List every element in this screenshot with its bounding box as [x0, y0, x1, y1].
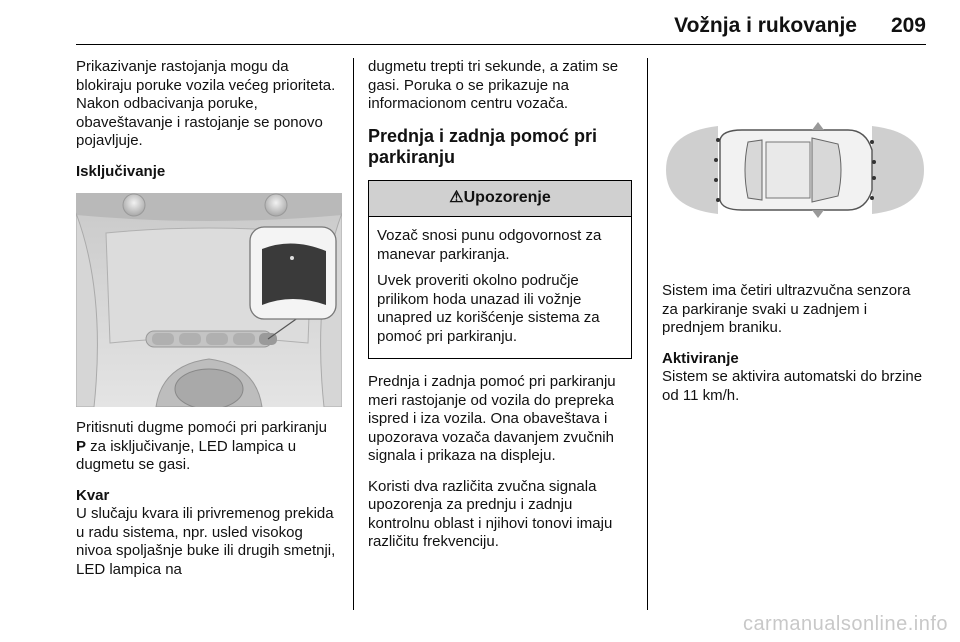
fault-paragraph: U slučaju kvara ili privremenog prekida u radu sistema, npr. usled visokog nivoa spoljašnje buke ili drugih smetnji, LED lampica na [76, 505, 336, 578]
intro-paragraph: Prikazivanje rastojanja mogu da blokiraju poruke vozila većeg prioriteta. Nakon odbacivanja poruke, obaveštavanje i rastojanje se ponovo pojavljuje. [76, 58, 336, 149]
console-button-illustration [76, 193, 342, 407]
activation-heading: Aktiviranje [662, 349, 739, 367]
section-title: Vožnja i rukovanje [674, 14, 857, 37]
column-divider-2 [647, 58, 648, 610]
sensor-paragraph: Sistem ima četiri ultrazvučna senzora za parkiranje svaki u zadnjem i prednjem braniku. [662, 282, 911, 336]
activation-paragraph: Sistem se aktivira automatski do brzine od 11 km/h. [662, 368, 923, 404]
description-paragraph-2: Koristi dva različita zvučna signala upozorenja za prednju i zadnju kontrolnu oblast i njihovi tonovi imaju različitu frekvenciju. [368, 477, 613, 550]
off-caption: Pritisnuti dugme pomoći pri parkiranju P za isključivanje, LED lampica u dugmetu se gasi. [76, 419, 327, 473]
warning-paragraph-1: Vozač snosi punu odgovornost za manevar parkiranja. [377, 227, 602, 263]
warning-body [369, 217, 631, 358]
column-divider-1 [353, 58, 354, 610]
warning-header [369, 181, 631, 218]
description-paragraph-1: Prednja i zadnja pomoć pri parkiranju meri rastojanje od vozila do prepreka ispred i iza vozila. Ona obaveštava i upozorava vozača davanjem zvučnih signala i prikaza na displeju. [368, 373, 616, 464]
parking-assist-heading: Prednja i zadnja pomoć pri parkiranju [368, 125, 598, 167]
warning-box [368, 180, 632, 360]
fault-heading: Kvar [76, 486, 110, 504]
column-2 [368, 58, 632, 564]
page-header [674, 14, 926, 38]
off-heading: Isključivanje [76, 162, 166, 180]
watermark: carmanualsonline.info [742, 613, 948, 635]
column-1 [76, 58, 342, 591]
warning-title: Upozorenje [463, 188, 551, 206]
continuation-paragraph: dugmetu trepti tri sekunde, a zatim se gasi. Poruka o se prikazuje na informacionom centru vozača. [368, 58, 619, 112]
warning-icon: ⚠ [449, 188, 464, 206]
warning-paragraph-2: Uvek proveriti okolno područje prilikom hoda unazad ili vožnje unapred uz korišćenje sistema za pomoć pri parkiranju. [377, 272, 600, 345]
parking-assist-icon: P [76, 437, 87, 455]
column-3 [662, 58, 928, 417]
header-rule [76, 44, 926, 45]
page-number: 209 [890, 14, 926, 37]
sensor-zones-illustration [662, 58, 928, 270]
